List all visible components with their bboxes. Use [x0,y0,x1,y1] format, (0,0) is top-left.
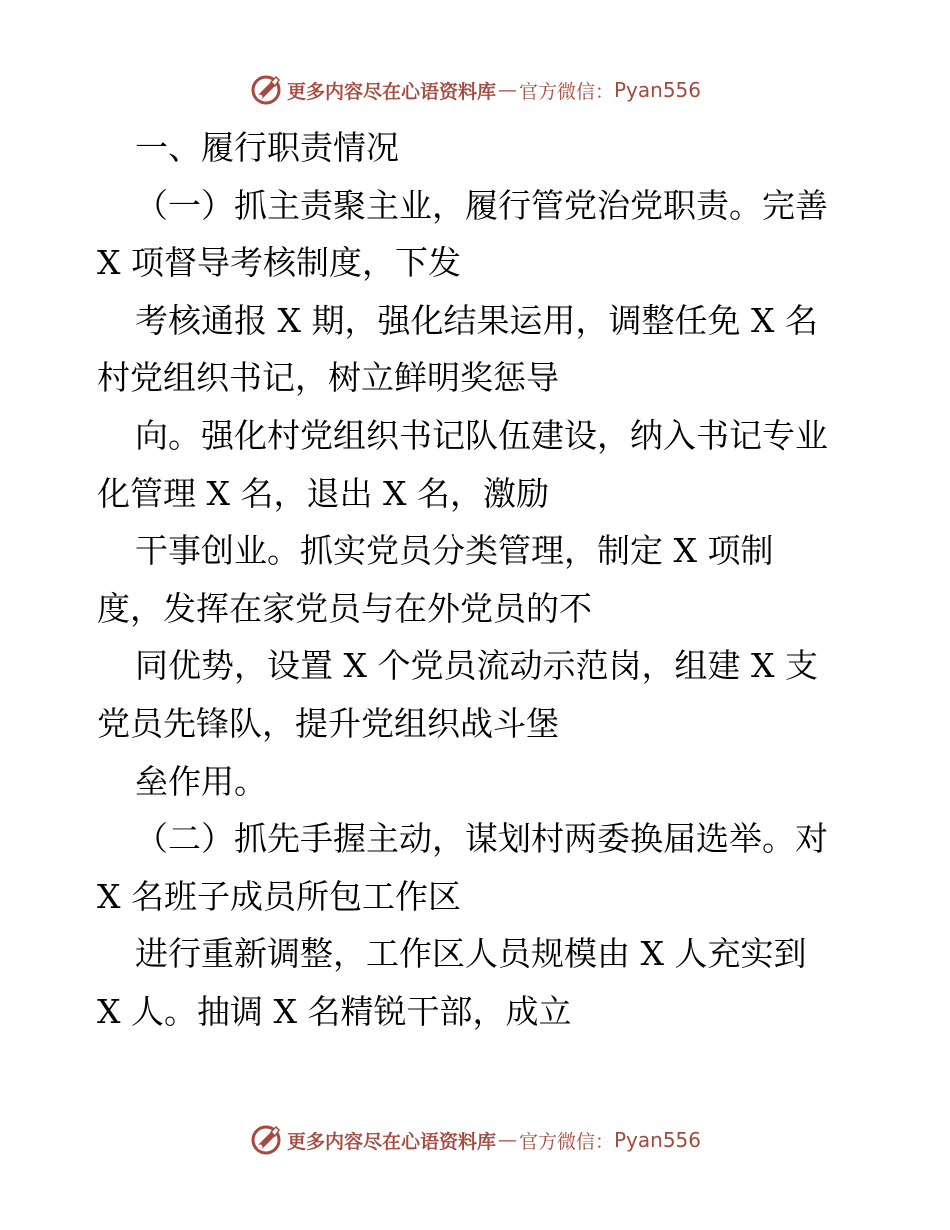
watermark-dash: — [497,79,517,101]
document-line: 村党组织书记，树立鲜明奖惩导 [97,358,559,398]
watermark-brand-text: 更多内容尽在心语资料库 [286,1130,496,1153]
watermark-wechat-label: 官方微信： [518,80,614,103]
watermark-brand-text: 更多内容尽在心语资料库 [286,80,496,103]
document-line: 进行重新调整，工作区人员规模由 X 人充实到 [135,934,807,974]
footer-watermark [0,1120,950,1160]
document-line: 度，发挥在家党员与在外党员的不 [97,588,592,628]
document-line: 一、履行职责情况 [135,128,399,167]
header-watermark [0,70,950,110]
document-line: 垒作用。 [135,761,267,801]
document-line: X 人。抽调 X 名精锐干部，成立 [97,991,572,1031]
document-line: X 项督导考核制度，下发 [97,243,461,283]
document-line: 化管理 X 名，退出 X 名，激励 [97,473,549,513]
document-line: （二）抓先手握主动，谋划村两委换届选举。对 [135,819,828,859]
document-line: 向。强化村党组织书记队伍建设，纳入书记专业 [135,415,828,455]
brand-logo-icon [249,1123,283,1157]
document-line: 干事创业。抓实党员分类管理，制定 X 项制 [135,531,774,571]
document-line: X 名班子成员所包工作区 [97,876,461,916]
document-line: 党员先锋队，提升党组织战斗堡 [97,703,559,743]
document-line: 同优势，设置 X 个党员流动示范岗，组建 X 支 [135,646,818,686]
watermark-wechat-label: 官方微信： [518,1130,614,1153]
document-line: （一）抓主责聚主业，履行管党治党职责。完善 [135,185,828,225]
document-body [97,119,857,1041]
watermark-wechat-id: Pyan556 [614,1128,702,1152]
document-line: 考核通报 X 期，强化结果运用，调整任免 X 名 [135,300,818,340]
watermark-wechat-id: Pyan556 [614,78,702,102]
brand-logo-icon [249,73,283,107]
watermark-dash: — [497,1129,517,1151]
